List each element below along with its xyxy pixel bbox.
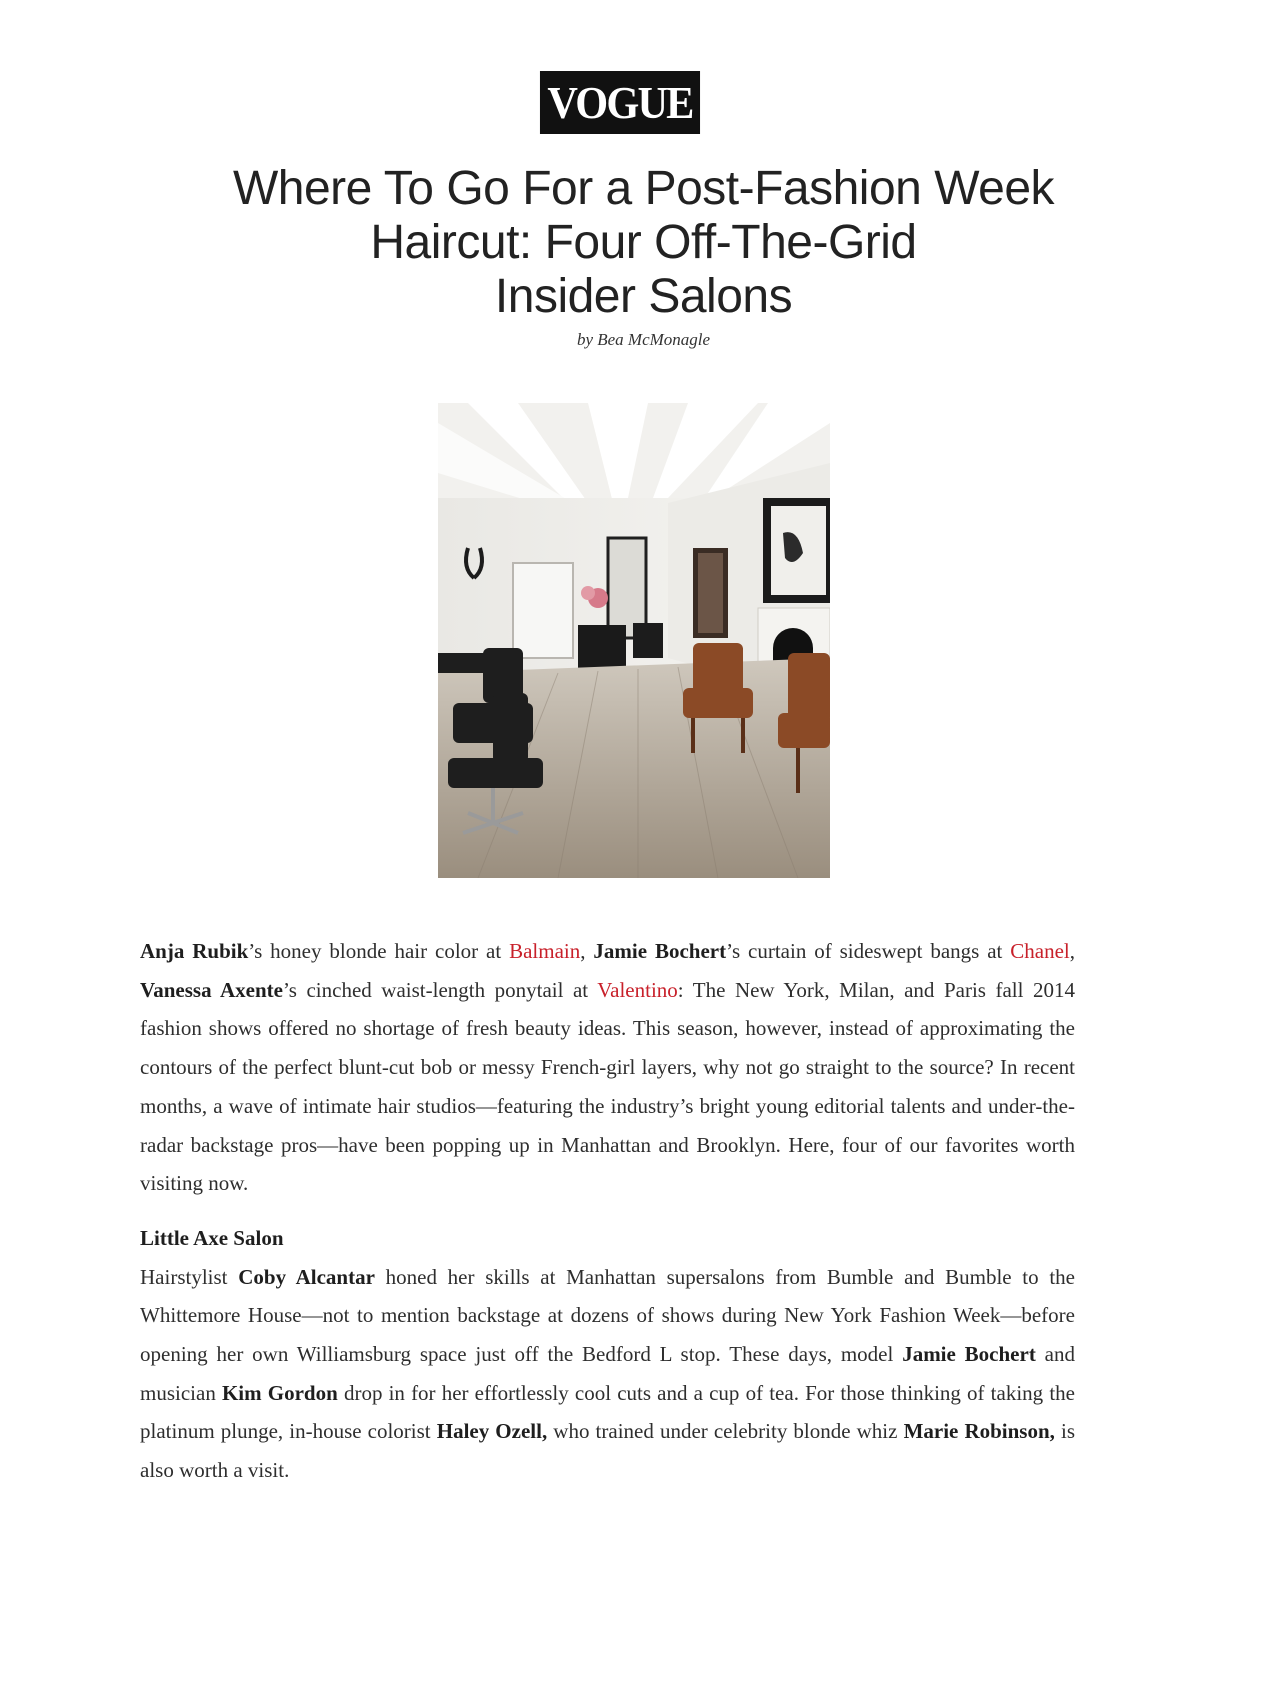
headline-line-1: Where To Go For a Post-Fashion Week	[232, 162, 1055, 215]
person-name: Kim Gordon	[221, 1380, 338, 1405]
salon-interior-illustration	[438, 403, 830, 878]
balmain-link[interactable]: Balmain	[509, 939, 581, 963]
headline-line-2: Haircut: Four Off-The-Grid	[370, 216, 917, 269]
person-name: Coby Alcantar	[238, 1264, 375, 1289]
valentino-link[interactable]: Valentino	[597, 977, 678, 1002]
intro-paragraph: Anja Rubik’s honey blonde hair color at Balmain, Jamie Bochert’s curtain of sideswept bangs at Chanel, Vanessa Axente’s cinched waist-length ponytail at Valentino: The New York, Milan, and Paris fall 2014 fashion shows offered no shortage of fresh beauty ideas. This season, however, instead of approximating the contours of the perfect blunt-cut bob or messy French-girl layers, why not go straight to the source? In recent months, a wave of intimate hair studios—featuring the industry’s bright young editorial talents and under-the-radar backstage pros—have been popping up in Manhattan and Brooklyn. Here, four of our favorites worth visiting now.	[140, 939, 1076, 1196]
person-name: Anja Rubik	[140, 939, 249, 963]
chanel-link[interactable]: Chanel	[1010, 939, 1070, 963]
section-paragraph-little-axe-salon: Hairstylist Coby Alcantar honed her skills at Manhattan supersalons from Bumble and Bumble to the Whittemore House—not to mention backstage at dozens of shows during New York Fashion Week—before opening her own Williamsburg space just off the Bedford L stop. These days, model Jamie Bochert and musician Kim Gordon drop in for her effortlessly cool cuts and a cup of tea. For those thinking of taking the platinum plunge, in-house colorist Haley Ozell, who trained under celebrity blonde whiz Marie Robinson, is also worth a visit.	[140, 1264, 1076, 1483]
vogue-logo[interactable]: VOGUE	[540, 71, 700, 134]
article-headline	[150, 162, 1137, 324]
article-body	[140, 932, 1075, 1490]
headline-line-3: Insider Salons	[494, 270, 793, 323]
salon-interior-photo	[438, 403, 830, 878]
person-name: Jamie Bochert	[593, 939, 727, 963]
section-title-little-axe-salon: Little Axe Salon	[140, 1225, 284, 1250]
person-name: Haley Ozell,	[436, 1419, 548, 1444]
person-name: Marie Robinson,	[903, 1419, 1055, 1444]
person-name: Vanessa Axente	[140, 977, 283, 1002]
person-name: Jamie Bochert	[902, 1342, 1036, 1367]
byline: by Bea McMonagle	[576, 330, 711, 349]
